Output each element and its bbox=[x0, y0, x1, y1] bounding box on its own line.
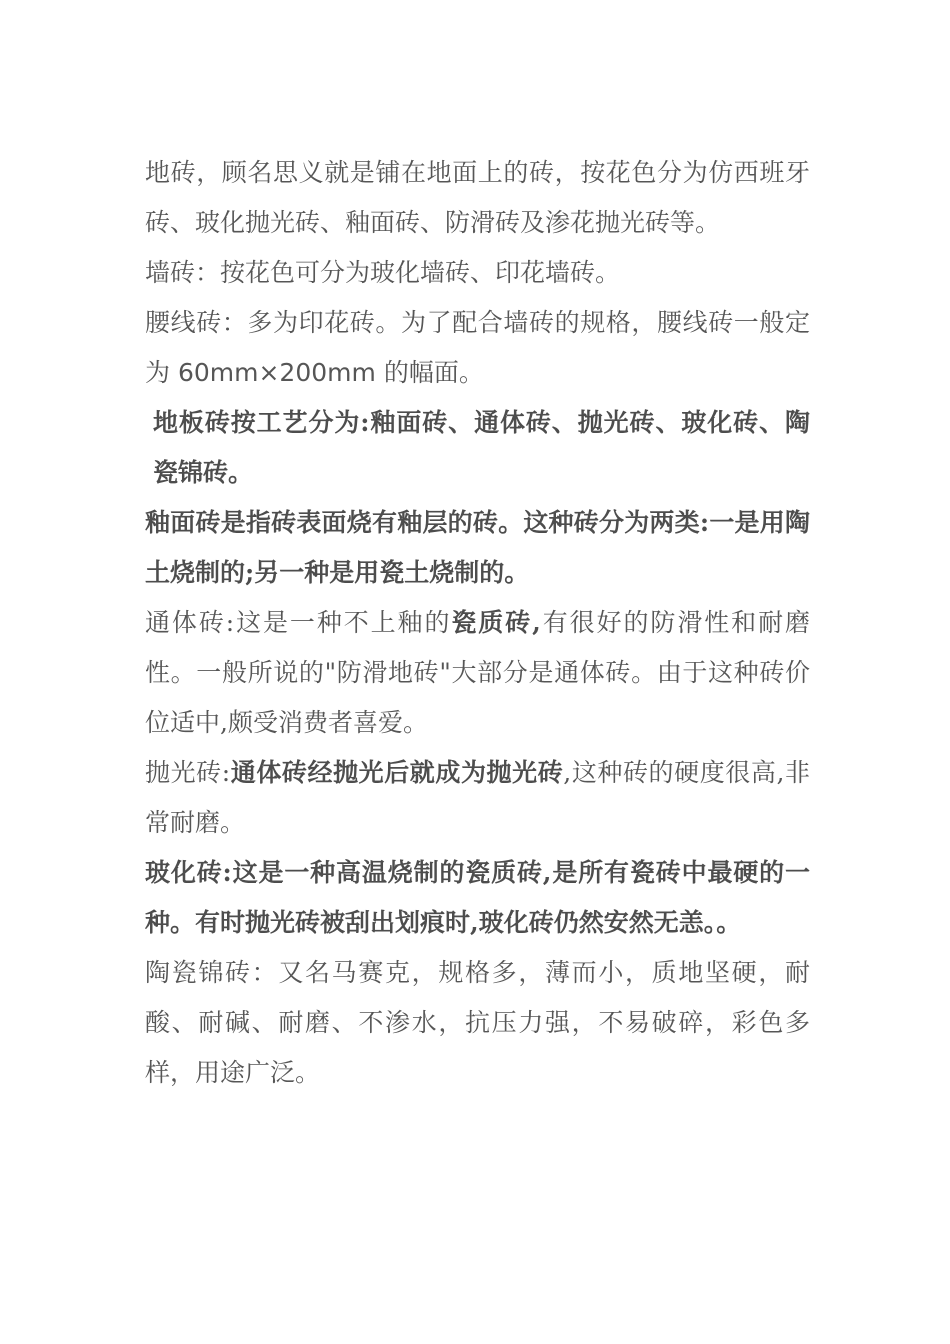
paragraph-process-heading bbox=[145, 398, 810, 498]
waist-tile-text-b: 的幅面。 bbox=[383, 358, 484, 387]
wall-tile-text: 墙砖：按花色可分为玻化墙砖、印花墙砖。 bbox=[145, 258, 621, 287]
waist-tile-size: 60mm×200mm bbox=[177, 358, 376, 387]
paragraph-wall-tile bbox=[145, 248, 810, 298]
polished-bold-text: 通体砖经抛光后就成为抛光砖 bbox=[230, 758, 564, 787]
full-body-bold-text: 瓷质砖, bbox=[451, 608, 541, 637]
mosaic-text: 陶瓷锦砖：又名马赛克，规格多，薄而小，质地坚硬，耐酸、耐碱、耐磨、不渗水，抗压力强，不易破碎，彩色多样，用途广泛。 bbox=[145, 958, 810, 1087]
paragraph-polished-tile bbox=[145, 748, 810, 848]
paragraph-waist-tile bbox=[145, 298, 810, 398]
paragraph-vitrified-tile bbox=[145, 848, 810, 948]
paragraph-mosaic-tile bbox=[145, 948, 810, 1098]
document-body bbox=[145, 148, 810, 1098]
process-heading-text: 地板砖按工艺分为:釉面砖、通体砖、抛光砖、玻化砖、陶瓷锦砖。 bbox=[153, 408, 810, 487]
paragraph-full-body-tile bbox=[145, 598, 810, 748]
polished-text-a: 抛光砖: bbox=[145, 758, 231, 787]
vitrified-text: 玻化砖:这是一种高温烧制的瓷质砖,是所有瓷砖中最硬的一种。有时抛光砖被刮出划痕时,玻化砖仍然安然无恙。。 bbox=[145, 858, 810, 937]
paragraph-glazed-tile bbox=[145, 498, 810, 598]
full-body-text-a: 通体砖:这是一种不上釉的 bbox=[145, 608, 452, 637]
paragraph-floor-tile bbox=[145, 148, 810, 248]
waist-tile-text-a: 腰线砖：多为印花砖。为了配合墙砖的规格，腰线砖一般定为 bbox=[145, 308, 810, 387]
glazed-tile-text: 釉面砖是指砖表面烧有釉层的砖。这种砖分为两类:一是用陶土烧制的;另一种是用瓷土烧制的。 bbox=[145, 508, 810, 587]
full-body-text-b: 有很好的防滑性和耐磨性。一般所说的"防滑地砖"大部分是通体砖。由于这种砖价位适中,颇受消费者喜爱。 bbox=[145, 608, 810, 737]
polished-text-b: ,这种砖的硬度很高,非常耐磨。 bbox=[145, 758, 810, 837]
floor-tile-text: 地砖，顾名思义就是铺在地面上的砖，按花色分为仿西班牙砖、玻化抛光砖、釉面砖、防滑砖及渗花抛光砖等。 bbox=[145, 158, 810, 237]
